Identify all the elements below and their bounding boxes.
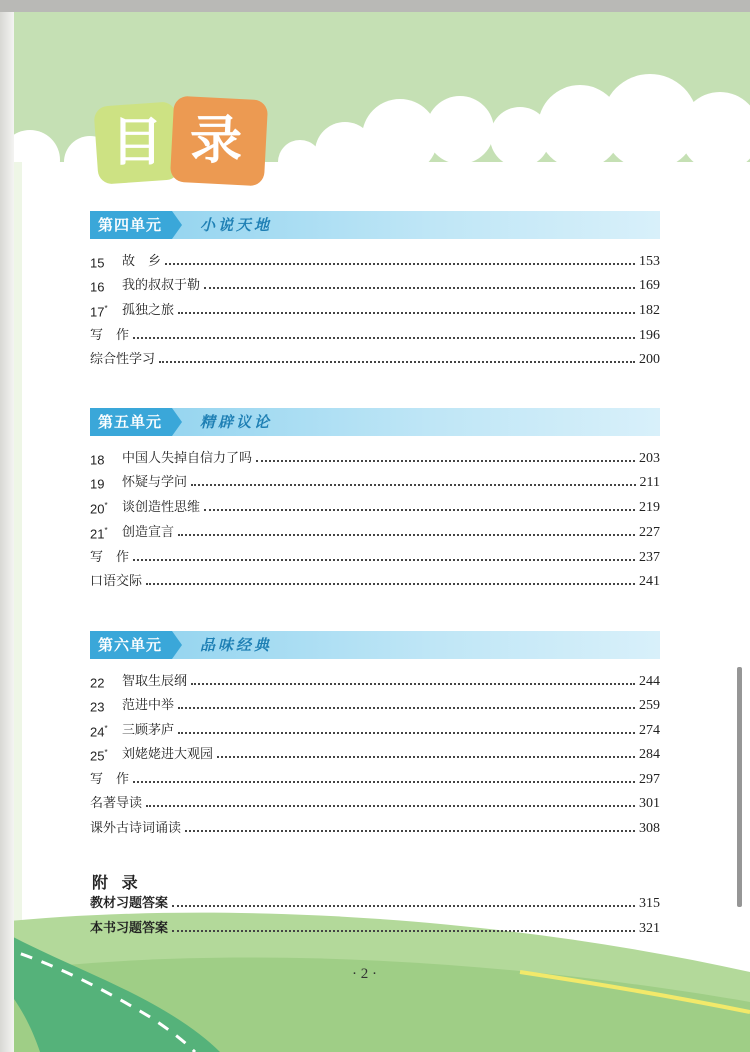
toc-entry[interactable]	[90, 522, 660, 544]
toc-entry[interactable]	[90, 720, 660, 742]
entry-title: 故 乡	[122, 254, 162, 269]
entry-title: 综合性学习	[90, 352, 156, 367]
entry-page: 259	[639, 698, 660, 713]
leader-dots	[146, 583, 635, 585]
toc-entry[interactable]	[90, 571, 660, 593]
entry-title: 写 作	[90, 550, 130, 565]
page-binding-edge	[0, 12, 14, 1052]
entry-number: 23	[90, 699, 105, 715]
leader-dots	[178, 707, 635, 709]
toc-entry[interactable]	[90, 300, 660, 322]
toc-entry[interactable]	[90, 744, 660, 766]
entry-page: 284	[639, 747, 660, 762]
toc-entry[interactable]	[90, 769, 660, 791]
entry-title: 孤独之旅	[122, 303, 175, 318]
entry-number: 25	[90, 748, 105, 764]
entry-page: 297	[639, 772, 660, 787]
entry-title: 范进中举	[122, 698, 175, 713]
entry-page: 182	[639, 303, 660, 318]
entry-page: 244	[639, 674, 660, 689]
toc-entry[interactable]	[90, 325, 660, 347]
appendix-title: 附 录	[92, 873, 142, 892]
entry-number: 22	[90, 675, 105, 691]
entry-title: 中国人失掉自信力了吗	[122, 451, 253, 466]
leader-dots	[178, 534, 635, 536]
entry-page: 301	[639, 796, 660, 811]
entry-page: 196	[639, 328, 660, 343]
title-badge-mu	[93, 101, 180, 185]
entry-page: 203	[639, 451, 660, 466]
entry-title: 谈创造性思维	[122, 500, 201, 515]
entry-title: 教材习题答案	[90, 896, 169, 911]
entry-star: *	[104, 501, 108, 511]
unit-5-tag: 第五单元	[90, 408, 172, 436]
toc-entry[interactable]	[90, 793, 660, 815]
toc-entry[interactable]	[90, 918, 660, 940]
entry-page: 308	[639, 821, 660, 836]
leader-dots	[191, 484, 636, 486]
leader-dots	[133, 781, 635, 783]
entry-title: 写 作	[90, 772, 130, 787]
entry-title: 我的叔叔于勒	[122, 278, 201, 293]
leader-dots	[172, 930, 635, 932]
toc-entry[interactable]	[90, 251, 660, 273]
leader-dots	[204, 287, 635, 289]
entry-title: 创造宣言	[122, 525, 175, 540]
book-page	[0, 12, 750, 1052]
toc-entry[interactable]	[90, 818, 660, 840]
entry-number: 19	[90, 476, 105, 492]
leader-dots	[165, 263, 635, 265]
entry-page: 153	[639, 254, 660, 269]
entry-number: 18	[90, 452, 105, 468]
entry-title: 刘姥姥进大观园	[122, 747, 214, 762]
entry-number: 21	[90, 526, 105, 542]
entry-star: *	[104, 526, 108, 536]
toc-entry[interactable]	[90, 472, 660, 494]
toc-entry[interactable]	[90, 671, 660, 693]
page-left-stripe	[14, 162, 22, 1052]
entry-number: 17	[90, 304, 105, 320]
entry-page: 274	[639, 723, 660, 738]
leader-dots	[178, 732, 635, 734]
leader-dots	[133, 337, 635, 339]
toc-entry[interactable]	[90, 349, 660, 371]
toc-entry[interactable]	[90, 448, 660, 470]
unit-6-title: 品味经典	[200, 636, 273, 654]
title-char-2: 录	[189, 111, 243, 171]
entry-number: 20	[90, 501, 105, 517]
entry-title: 课外古诗词诵读	[90, 821, 182, 836]
entry-number: 24	[90, 724, 105, 740]
leader-dots	[204, 509, 635, 511]
entry-page: 219	[639, 500, 660, 515]
leader-dots	[178, 312, 635, 314]
entry-title: 写 作	[90, 328, 130, 343]
leader-dots	[217, 756, 635, 758]
entry-title: 三顾茅庐	[122, 723, 175, 738]
leader-dots	[172, 905, 635, 907]
leader-dots	[146, 805, 635, 807]
entry-star: *	[104, 748, 108, 758]
entry-page: 211	[639, 475, 660, 490]
entry-number: 16	[90, 279, 105, 295]
entry-page: 169	[639, 278, 660, 293]
title-badge-lu	[170, 96, 268, 187]
toc-entry[interactable]	[90, 275, 660, 297]
unit-5-banner	[90, 408, 660, 436]
unit-4-title: 小说天地	[200, 216, 273, 234]
entry-page: 321	[639, 921, 660, 936]
entry-number: 15	[90, 255, 105, 271]
entry-page: 241	[639, 574, 660, 589]
toc-entry[interactable]	[90, 497, 660, 519]
leader-dots	[191, 683, 635, 685]
entry-star: *	[104, 724, 108, 734]
unit-4-tag: 第四单元	[90, 211, 172, 239]
entry-star: *	[104, 304, 108, 314]
entry-title: 名著导读	[90, 796, 143, 811]
leader-dots	[159, 361, 635, 363]
entry-title: 怀疑与学问	[122, 475, 188, 490]
unit-6-tag: 第六单元	[90, 631, 172, 659]
entry-page: 237	[639, 550, 660, 565]
unit-4-banner	[90, 211, 660, 239]
toc-entry[interactable]	[90, 893, 660, 915]
leader-dots	[133, 559, 635, 561]
entry-title: 本书习题答案	[90, 921, 169, 936]
scrollbar-thumb[interactable]	[737, 667, 742, 907]
toc-entry[interactable]	[90, 547, 660, 569]
leader-dots	[256, 460, 635, 462]
entry-page: 315	[639, 896, 660, 911]
unit-6-banner	[90, 631, 660, 659]
page-number: · 2 ·	[352, 966, 377, 982]
entry-title: 智取生辰纲	[122, 674, 188, 689]
entry-page: 200	[639, 352, 660, 367]
entry-title: 口语交际	[90, 574, 143, 589]
toc-entry[interactable]	[90, 695, 660, 717]
entry-page: 227	[639, 525, 660, 540]
title-char-1: 目	[110, 113, 164, 173]
unit-5-title: 精辟议论	[200, 413, 273, 431]
leader-dots	[185, 830, 635, 832]
